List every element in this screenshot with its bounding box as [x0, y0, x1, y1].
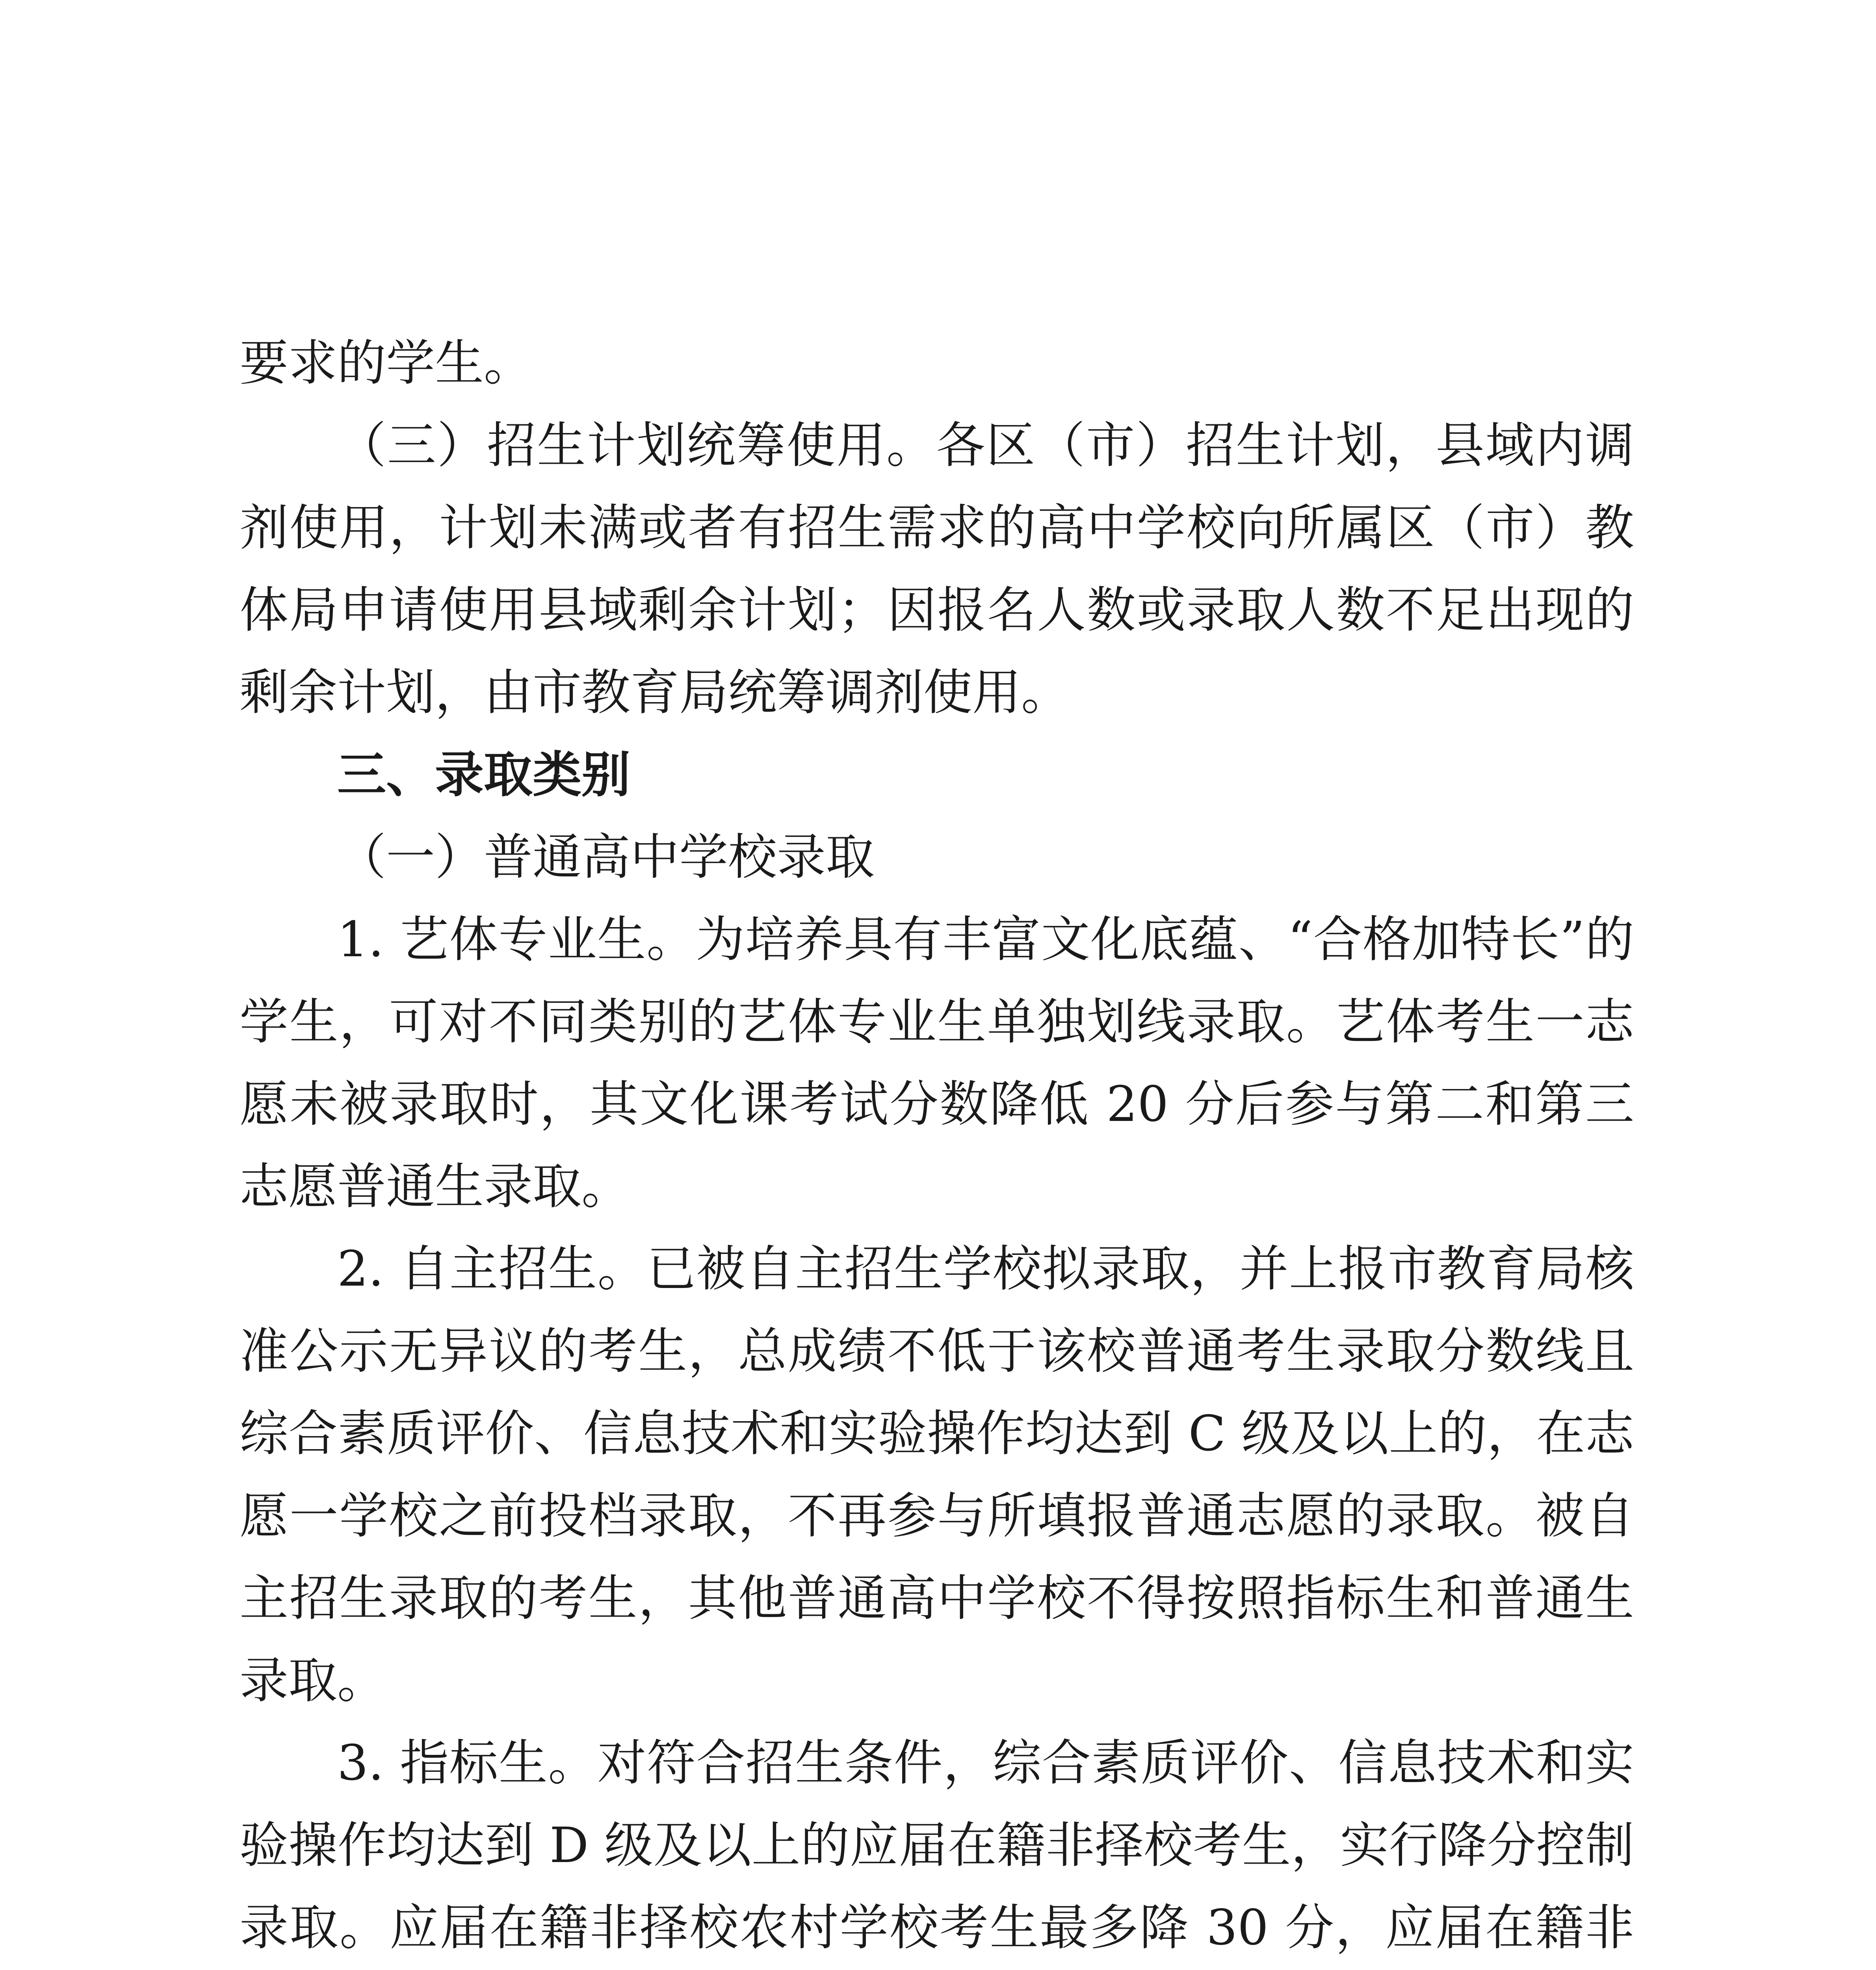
paragraph-enrollment-plan: （三）招生计划统筹使用。各区（市）招生计划，县域内调剂使用，计划未满或者有招生需求的高中学校向所属区（市）教体局申请使用县域剩余计划；因报名人数或录取人数不足出现的剩余计划，由市教育局统筹调剂使用。	[240, 417, 1634, 721]
document-body	[240, 322, 1634, 1970]
paragraph-independent-enrollment: 2. 自主招生。已被自主招生学校拟录取，并上报市教育局核准公示无异议的考生，总成绩不低于该校普通考生录取分数线且综合素质评价、信息技术和实验操作均达到 C 级及以上的，在志愿一学校之前投档录取，不再参与所填报普通志愿的录取。被自主招生录取的考生，其他普通高中学校不得按照指标生和普通生录取。	[240, 1241, 1634, 1709]
section-heading-admission-categories: 三、录取类别	[337, 747, 631, 803]
paragraph-quota-students: 3. 指标生。对符合招生条件，综合素质评价、信息技术和实验操作均达到 D 级及以上的应届在籍非择校考生，实行降分控制录取。应届在籍非择校农村学校考生最多降 30 分，应届在籍非	[240, 1735, 1634, 1956]
paragraph-art-sports-students: 1. 艺体专业生。为培养具有丰富文化底蕴、“合格加特长”的学生，可对不同类别的艺体专业生单独划线录取。艺体考生一志愿未被录取时，其文化课考试分数降低 20 分后参与第二和第三志愿普通生录取。	[240, 911, 1634, 1215]
subsection-heading-general-high-school: （一）普通高中学校录取	[337, 829, 875, 886]
paragraph-continuation: 要求的学生。	[240, 335, 533, 392]
